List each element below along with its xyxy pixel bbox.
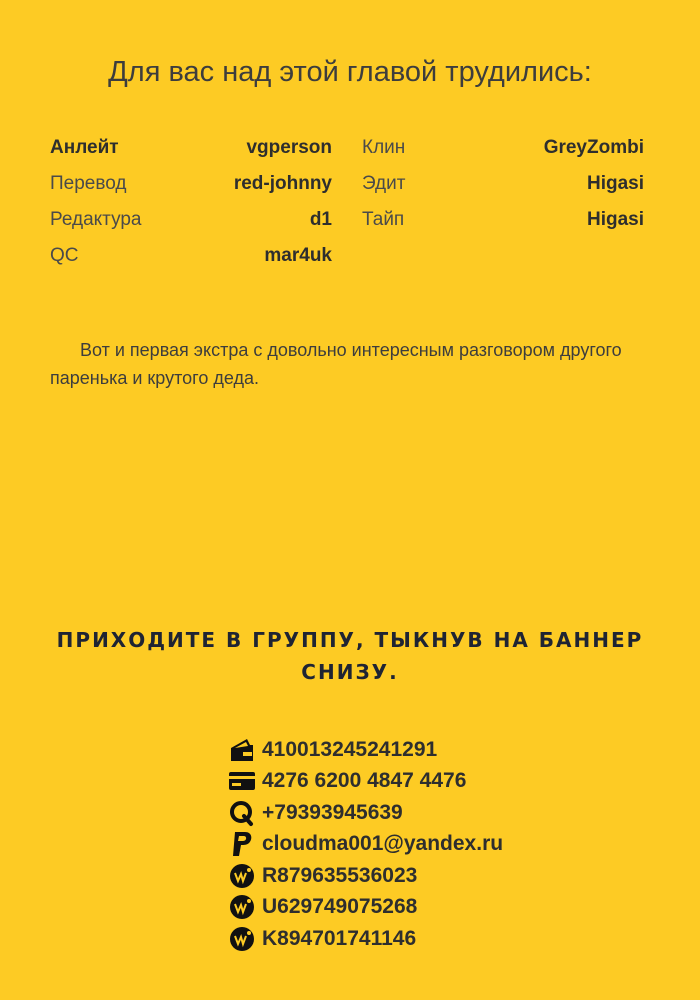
donation-list: [228, 734, 503, 955]
donation-value: K894701741146: [262, 926, 417, 950]
credit-row: [50, 130, 332, 166]
credit-name: red-johnny: [233, 173, 332, 194]
credit-name: Higasi: [586, 173, 644, 194]
donation-row-webmoney-r: [228, 860, 503, 892]
donation-row-card: [228, 766, 503, 798]
credit-role: Клин: [362, 137, 406, 158]
bank-card-icon: [228, 767, 256, 795]
donation-value: cloudma001@yandex.ru: [262, 832, 504, 856]
credit-row: [50, 202, 332, 238]
donation-value: 410013245241291: [262, 737, 438, 761]
donation-row-qiwi: [228, 797, 503, 829]
donation-row-webmoney-u: [228, 892, 503, 924]
credit-role: Анлейт: [50, 137, 119, 158]
donation-row-paypal: [228, 829, 503, 861]
credits-column-left: [50, 130, 332, 274]
donation-value: R879635536023: [262, 863, 418, 887]
credits-column-right: [362, 130, 644, 238]
yandex-wallet-icon: [228, 736, 256, 764]
qiwi-icon: [228, 799, 256, 827]
credit-role: Перевод: [50, 173, 127, 194]
credit-role: Эдит: [362, 173, 406, 194]
webmoney-icon: [228, 925, 256, 953]
paypal-icon: [228, 830, 256, 858]
donation-row-webmoney-k: [228, 923, 503, 955]
chapter-note: Вот и первая экстра с довольно интересным разговором другого паренька и крутого деда.: [50, 340, 622, 388]
credit-name: d1: [309, 209, 332, 230]
credit-name: Higasi: [586, 209, 644, 230]
credit-row: [362, 202, 644, 238]
donation-value: 4276 6200 4847 4476: [262, 769, 467, 793]
credit-name: GreyZombi: [543, 137, 644, 158]
promo-line: ПРИХОДИТЕ В ГРУППУ, ТЫКНУВ НА БАННЕР: [56, 628, 644, 652]
donation-value: U629749075268: [262, 895, 418, 919]
credit-role: QC: [50, 245, 79, 266]
credit-row: [50, 238, 332, 274]
donation-row-yandex: [228, 734, 503, 766]
webmoney-icon: [228, 893, 256, 921]
credit-name: vgperson: [246, 137, 332, 158]
credit-name: mar4uk: [264, 245, 332, 266]
promo-line: СНИЗУ.: [301, 660, 399, 684]
credit-row: [362, 166, 644, 202]
group-promo-banner-text[interactable]: [0, 624, 700, 688]
credit-row: [50, 166, 332, 202]
page-title: Для вас над этой главой трудились:: [108, 56, 592, 88]
credit-role: Тайп: [362, 209, 405, 230]
donation-value: +79393945639: [262, 800, 403, 824]
webmoney-icon: [228, 862, 256, 890]
credit-role: Редактура: [50, 209, 142, 230]
credit-row: [362, 130, 644, 166]
